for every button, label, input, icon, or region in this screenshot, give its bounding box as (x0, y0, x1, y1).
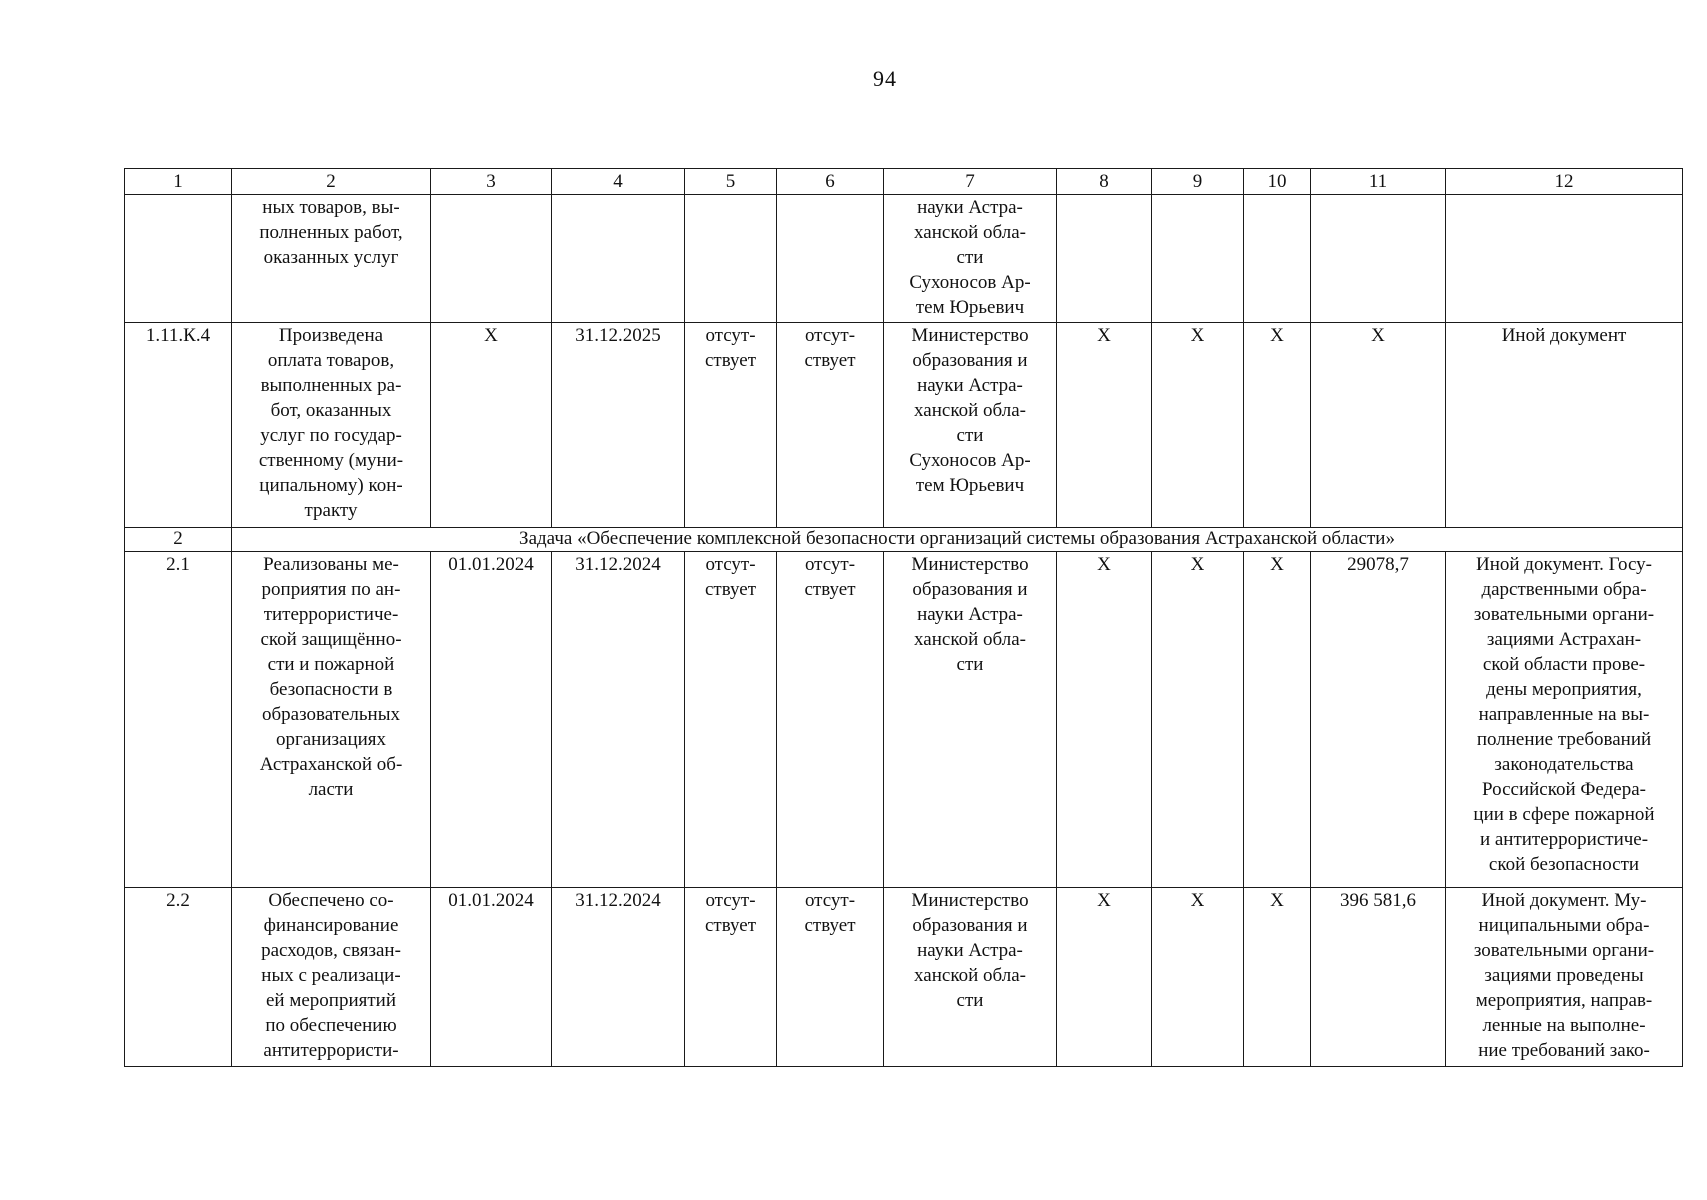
cell-amount: X (1311, 323, 1446, 528)
header-col-2: 2 (232, 169, 431, 195)
header-col-6: 6 (777, 169, 884, 195)
table-row (125, 552, 1683, 888)
cell-col-5: отсут- ствует (685, 888, 777, 1067)
cell-start-date: 01.01.2024 (431, 552, 552, 888)
cell-col-8: X (1057, 552, 1152, 888)
header-col-7: 7 (884, 169, 1057, 195)
cell-col-6: отсут- ствует (777, 323, 884, 528)
cell-result: Произведена оплата товаров, выполненных ра- бот, оказанных услуг по государ- ственному (муни- ципальному) кон- тракту (232, 323, 431, 528)
header-col-8: 8 (1057, 169, 1152, 195)
cell-document: Иной документ. Му- ниципальными обра- зовательными органи- зациями проведены мероприятия, направ- ленные на выполне- ние требований зако- (1446, 888, 1683, 1067)
cell-col-9: X (1152, 323, 1244, 528)
header-col-4: 4 (552, 169, 685, 195)
cell-col-5: отсут- ствует (685, 323, 777, 528)
cell-col-6 (777, 195, 884, 323)
cell-start-date: X (431, 323, 552, 528)
cell-start-date: 01.01.2024 (431, 888, 552, 1067)
cell-end-date: 31.12.2024 (552, 888, 685, 1067)
cell-col-8: X (1057, 323, 1152, 528)
cell-responsible: Министерство образования и науки Астра- ханской обла- сти (884, 552, 1057, 888)
cell-col-9: X (1152, 552, 1244, 888)
cell-start-date (431, 195, 552, 323)
header-col-3: 3 (431, 169, 552, 195)
cell-col-9 (1152, 195, 1244, 323)
cell-task-title: Задача «Обеспечение комплексной безопасности организаций системы образования Астраханской области» (232, 528, 1683, 552)
cell-task-number: 2 (125, 528, 232, 552)
cell-number: 1.11.К.4 (125, 323, 232, 528)
header-col-10: 10 (1244, 169, 1311, 195)
header-col-5: 5 (685, 169, 777, 195)
header-col-1: 1 (125, 169, 232, 195)
task-row (125, 528, 1683, 552)
cell-col-10 (1244, 195, 1311, 323)
page-number: 94 (873, 66, 897, 91)
table-row (125, 888, 1683, 1067)
cell-col-8 (1057, 195, 1152, 323)
cell-col-10: X (1244, 323, 1311, 528)
cell-col-6: отсут- ствует (777, 552, 884, 888)
cell-responsible: науки Астра- ханской обла- сти Сухоносов Ар- тем Юрьевич (884, 195, 1057, 323)
header-col-9: 9 (1152, 169, 1244, 195)
cell-result: Обеспечено со- финансирование расходов, связан- ных с реализаци- ей мероприятий по обеспечению антитеррористи- (232, 888, 431, 1067)
table-row (125, 323, 1683, 528)
cell-responsible: Министерство образования и науки Астра- ханской обла- сти (884, 888, 1057, 1067)
cell-col-5 (685, 195, 777, 323)
cell-end-date: 31.12.2024 (552, 552, 685, 888)
table-row-continuation (125, 195, 1683, 323)
cell-responsible: Министерство образования и науки Астра- ханской обла- сти Сухоносов Ар- тем Юрьевич (884, 323, 1057, 528)
cell-amount: 396 581,6 (1311, 888, 1446, 1067)
cell-document: Иной документ (1446, 323, 1683, 528)
cell-result: ных товаров, вы- полненных работ, оказанных услуг (232, 195, 431, 323)
cell-col-10: X (1244, 888, 1311, 1067)
cell-document: Иной документ. Госу- дарственными обра- зовательными органи- зациями Астрахан- ской области прове- дены мероприятия, направленные на вы- полнение требований законодательства Российской Федера- ции в сфере пожарной и антитеррористиче- ской безопасности (1446, 552, 1683, 888)
cell-end-date: 31.12.2025 (552, 323, 685, 528)
cell-number: 2.2 (125, 888, 232, 1067)
cell-number (125, 195, 232, 323)
cell-col-10: X (1244, 552, 1311, 888)
cell-amount: 29078,7 (1311, 552, 1446, 888)
cell-col-8: X (1057, 888, 1152, 1067)
header-row (125, 169, 1683, 195)
cell-document (1446, 195, 1683, 323)
cell-result: Реализованы ме- роприятия по ан- титеррористиче- ской защищённо- сти и пожарной безопасности в образовательных организациях Астраханской об- ласти (232, 552, 431, 888)
cell-col-6: отсут- ствует (777, 888, 884, 1067)
cell-end-date (552, 195, 685, 323)
cell-number: 2.1 (125, 552, 232, 888)
header-col-12: 12 (1446, 169, 1683, 195)
measures-table (124, 168, 1683, 1067)
header-col-11: 11 (1311, 169, 1446, 195)
cell-amount (1311, 195, 1446, 323)
cell-col-9: X (1152, 888, 1244, 1067)
cell-col-5: отсут- ствует (685, 552, 777, 888)
